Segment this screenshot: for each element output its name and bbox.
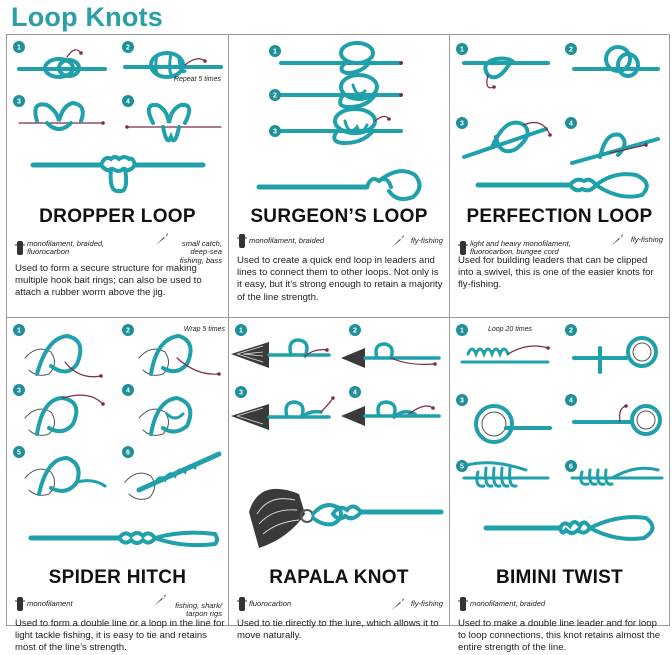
knot-card-surgeons-loop	[229, 35, 450, 318]
bimini-twist-diagram	[450, 318, 669, 558]
rapala-description: Used to tie directly to the lure, which allows it to move naturally.	[237, 618, 439, 642]
perfection-step-2: 2	[569, 46, 573, 54]
knot-card-bimini-twist	[450, 318, 669, 625]
dropper-step-4: 4	[126, 98, 130, 106]
line-types: light and heavy monofilament, fluorocarbon, bungee cord	[470, 238, 571, 257]
spider-description: Used to form a double line or a loop in the line for light tackle fishing, it is easy to tie and retains most of the line’s strength.	[15, 618, 225, 654]
surgeons-step-1: 1	[273, 48, 277, 56]
knot-card-dropper-loop	[7, 35, 229, 318]
bimini-description: Used to make a double line leader and for loop to loop connections, this knot retains almost the entire strength of the line.	[458, 618, 661, 654]
fishing-lure-icon	[391, 596, 405, 615]
line-types: fluorocarbon	[249, 599, 292, 608]
rapala-step-4: 4	[353, 389, 357, 397]
perfection-step-4: 4	[569, 120, 573, 128]
line-spool-icon	[15, 231, 25, 258]
knot-card-rapala-knot	[229, 318, 450, 625]
line-types: monofilament, braided	[249, 236, 325, 245]
line-types: monofilament, braided	[470, 599, 546, 608]
line-spool-icon	[237, 233, 247, 252]
bimini-step-5: 5	[460, 463, 464, 471]
knot-grid	[6, 34, 670, 654]
knot-name: SURGEON’S LOOP	[250, 206, 428, 227]
fishing-use: fly-fishing	[410, 599, 443, 608]
spider-step-2: 2	[126, 327, 130, 335]
spider-note: Wrap 5 times	[183, 326, 225, 333]
rapala-step-1: 1	[239, 327, 243, 335]
knot-card-perfection-loop	[450, 35, 669, 318]
perfection-step-1: 1	[460, 46, 464, 54]
fishing-lure-icon	[155, 231, 169, 250]
dropper-step-1: 1	[17, 44, 21, 52]
dropper-note: Repeat 5 times	[173, 76, 221, 83]
spider-step-3: 3	[17, 387, 21, 395]
surgeons-step-3: 3	[273, 128, 277, 136]
line-types: monofilament	[27, 599, 73, 608]
rapala-step-2: 2	[353, 327, 357, 335]
knot-description: Used to create a quick end loop in leaders and lines to connect them to other loops. Not only is it easy, but it’s strong enough to retain a majority of the line strength.	[237, 255, 443, 303]
dropper-step-2: 2	[126, 44, 130, 52]
knot-name: RAPALA KNOT	[269, 567, 409, 588]
knot-name: BIMINI TWIST	[495, 567, 624, 588]
fishing-lure-icon	[610, 232, 624, 251]
knot-name: DROPPER LOOP	[39, 206, 196, 227]
fishing-use: fly-fishing	[410, 236, 443, 245]
spider-hitch-diagram	[7, 318, 229, 558]
knot-description: Used to form a secure structure for making multiple hook bait rings; can also be used to attach a rubber worm above the jig.	[15, 263, 202, 299]
bimini-step-6: 6	[569, 463, 573, 471]
fishing-lure-icon	[153, 592, 167, 611]
spider-step-4: 4	[126, 387, 130, 395]
fishing-lure-icon	[391, 233, 405, 252]
knot-description: Used for building leaders that can be clipped into a swivel, this is one of the easier knots for fly-fishing.	[458, 255, 654, 291]
surgeons-step-2: 2	[273, 92, 277, 100]
bimini-step-4: 4	[569, 397, 573, 405]
knot-card-spider-hitch	[7, 318, 229, 625]
rapala-step-3: 3	[239, 389, 243, 397]
fishing-use: fly-fishing	[630, 235, 663, 244]
spider-step-1: 1	[17, 327, 21, 335]
knot-name: SPIDER HITCH	[48, 567, 187, 588]
fishing-use: small catch, deep-sea fishing, bass	[179, 238, 222, 265]
bimini-step-1: 1	[460, 327, 464, 335]
line-types: monofilament, braided, fluorocarbon	[27, 238, 105, 257]
dropper-step-3: 3	[17, 98, 21, 106]
spider-step-6: 6	[126, 449, 130, 457]
fishing-use: fishing, shark/ tarpon rigs	[175, 600, 222, 619]
spider-step-5: 5	[17, 449, 21, 457]
knot-name: PERFECTION LOOP	[466, 206, 653, 227]
bimini-step-2: 2	[569, 327, 573, 335]
line-spool-icon	[15, 596, 25, 615]
dropper-loop-diagram	[7, 35, 229, 205]
page-title: Loop Knots	[11, 2, 163, 32]
surgeons-loop-diagram	[229, 35, 450, 205]
line-spool-icon	[458, 596, 468, 615]
bimini-note: Loop 20 times	[488, 326, 532, 333]
perfection-loop-diagram	[450, 35, 669, 205]
bimini-step-3: 3	[460, 397, 464, 405]
rapala-knot-diagram	[229, 318, 450, 558]
perfection-step-3: 3	[460, 120, 464, 128]
line-spool-icon	[237, 596, 247, 615]
